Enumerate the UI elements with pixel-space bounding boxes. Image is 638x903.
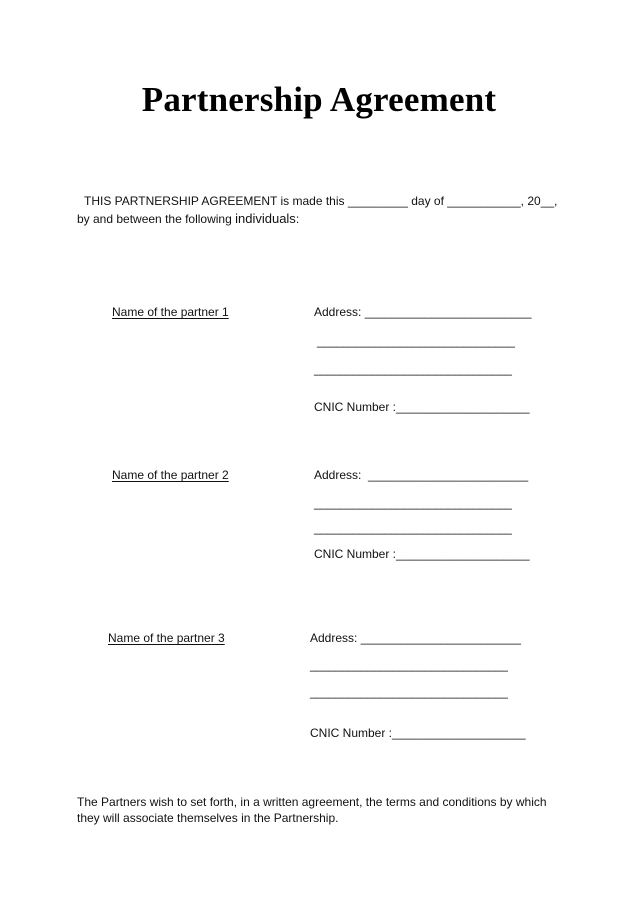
partner-2-address-line-2: _______________________________ bbox=[314, 496, 512, 510]
intro-line-2-prefix: by and between the following bbox=[77, 212, 236, 226]
partner-1-address-line-3: _______________________________ bbox=[314, 362, 512, 376]
partner-1-address-field: Address: _________________________ bbox=[314, 305, 532, 319]
intro-line-2-word: individuals bbox=[235, 211, 296, 226]
partner-2-address-field: Address: ________________________ bbox=[314, 468, 529, 482]
closing-paragraph: The Partners wish to set forth, in a written agreement, the terms and conditions by which they will associate themselves in the Partnership. bbox=[77, 795, 547, 825]
partner-2-name-label: Name of the partner 2 bbox=[112, 468, 229, 482]
intro-line-2-suffix: : bbox=[295, 212, 300, 226]
intro-line-2 bbox=[77, 211, 299, 227]
partner-3-address-line-3: _______________________________ bbox=[310, 685, 508, 699]
partner-3-name-label: Name of the partner 3 bbox=[108, 631, 225, 645]
partner-1-name-label: Name of the partner 1 bbox=[112, 305, 229, 319]
document-title: Partnership Agreement bbox=[141, 80, 497, 119]
partner-2-address-line-3: _______________________________ bbox=[314, 521, 512, 535]
partner-2-cnic-field: CNIC Number :____________________ bbox=[314, 547, 530, 561]
intro-line-1: THIS PARTNERSHIP AGREEMENT is made this _________ day of ___________, 20__, bbox=[84, 194, 558, 208]
partner-1-address-line-2: _______________________________ bbox=[314, 334, 515, 348]
partner-3-address-field: Address: ________________________ bbox=[310, 631, 521, 645]
partner-1-cnic-field: CNIC Number :____________________ bbox=[314, 400, 530, 414]
partner-3-cnic-field: CNIC Number :____________________ bbox=[310, 726, 526, 740]
partner-3-address-line-2: _______________________________ bbox=[310, 658, 508, 672]
